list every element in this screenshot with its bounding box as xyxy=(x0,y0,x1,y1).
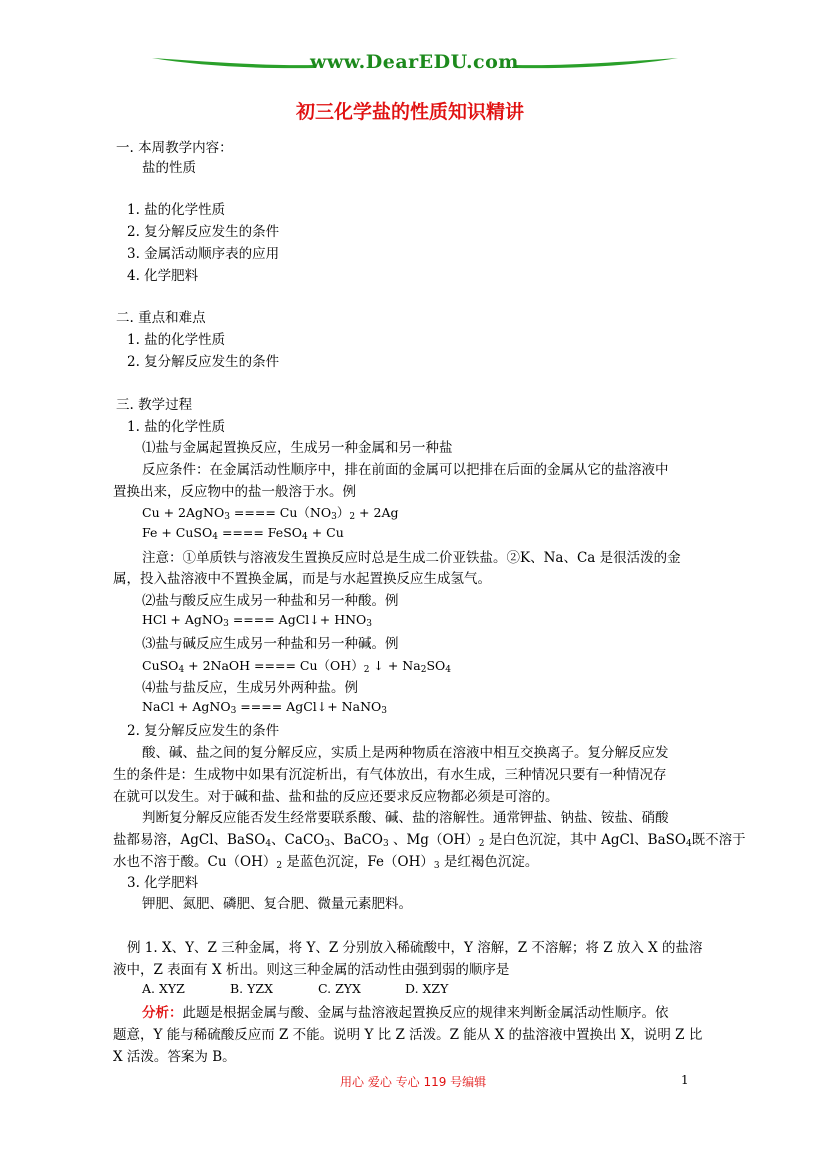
list-item: 3. 金属活动顺序表的应用 xyxy=(127,246,280,262)
paragraph: 生的条件是：生成物中如果有沉淀析出，有气体放出，有水生成，三种情况只要有一种情况存 xyxy=(113,767,667,783)
page-number: 1 xyxy=(681,1073,689,1087)
list-item: 4. 化学肥料 xyxy=(127,268,199,284)
paragraph: 酸、碱、盐之间的复分解反应，实质上是两种物质在溶液中相互交换离子。复分解反应发 xyxy=(142,745,669,761)
subsection-heading: 2. 复分解反应发生的条件 xyxy=(127,723,280,739)
paragraph: ⑶盐与碱反应生成另一种盐和另一种碱。例 xyxy=(142,636,399,652)
note: 注意：①单质铁与溶液发生置换反应时总是生成二价亚铁盐。②K、Na、Ca 是很活泼的金 xyxy=(142,550,681,566)
analysis-line: X 活泼。答案为 B。 xyxy=(113,1049,236,1065)
paragraph: 盐都易溶，AgCl、BaSO$_4$、CaCO$_3$、BaCO$_3$ 、$Mg(OH)_2$ 是白色沉淀，其中 AgCl、BaSO$_4$既不溶于 xyxy=(113,832,746,849)
paragraph: ⑴盐与金属起置换反应，生成另一种金属和另一种盐 xyxy=(142,440,453,456)
equation-nacl-agno3: NaCl + AgNO$_3$ ==== AgCl↓+ NaNO$_3$ xyxy=(142,699,387,716)
option-b: B. YZX xyxy=(230,981,273,996)
equation-cuso4-naoh: CuSO$_4$ + 2NaOH ==== $Cu(OH)_2$ ↓ + $Na_2SO_4$ xyxy=(142,658,451,675)
paragraph: ⑵盐与酸反应生成另一种盐和另一种酸。例 xyxy=(142,593,399,609)
option-a: A. XYZ xyxy=(142,981,185,996)
analysis-label: 分析： xyxy=(142,1005,183,1021)
subsection-heading: 1. 盐的化学性质 xyxy=(127,419,226,435)
paragraph: 钾肥、氮肥、磷肥、复合肥、微量元素肥料。 xyxy=(142,896,412,912)
paragraph: ⑷盐与盐反应，生成另外两种盐。例 xyxy=(142,680,358,696)
example-question: 液中，Z 表面有 X 析出。则这三种金属的活动性由强到弱的顺序是 xyxy=(113,962,510,978)
example-question: 例 1. X、Y、Z 三种金属，将 Y、Z 分别放入稀硫酸中，Y 溶解，Z 不溶解；将 Z 放入 X 的盐溶 xyxy=(127,940,703,956)
section-3-heading: 三. 教学过程 xyxy=(116,397,193,413)
note: 属，投入盐溶液中不置换金属，而是与水起置换反应生成氢气。 xyxy=(113,571,491,587)
page-title: 初三化学盐的性质知识精讲 xyxy=(296,101,525,123)
paragraph: 水也不溶于酸。$Cu(OH)_2$ 是蓝色沉淀，$Fe(OH)_3$ 是红褐色沉淀。 xyxy=(113,854,539,871)
list-item: 2. 复分解反应发生的条件 xyxy=(127,354,280,370)
section-2-heading: 二. 重点和难点 xyxy=(116,310,206,326)
paragraph: 置换出来，反应物中的盐一般溶于水。例 xyxy=(113,484,356,500)
list-item: 1. 盐的化学性质 xyxy=(127,332,226,348)
footer-text: 用心 爱心 专心 119 号编辑 xyxy=(340,1075,487,1089)
option-d: D. XZY xyxy=(405,981,449,996)
equation-cu-agno3: Cu + 2AgNO$_3$ ==== $Cu(NO_3)_2 + 2Ag$ xyxy=(142,505,399,522)
analysis-line: 题意，Y 能与稀硫酸反应而 Z 不能。说明 Y 比 Z 活泼。Z 能从 X 的盐溶液中置换出 X，说明 Z 比 xyxy=(113,1027,703,1043)
equation-hcl-agno3: HCl + AgNO$_3$ ==== AgCl↓+ $HNO_3$ xyxy=(142,612,373,629)
subsection-heading: 3. 化学肥料 xyxy=(127,875,199,891)
option-c: C. ZYX xyxy=(318,981,361,996)
section-1-topic: 盐的性质 xyxy=(142,160,196,176)
paragraph: 判断复分解反应能否发生经常要联系酸、碱、盐的溶解性。通常钾盐、钠盐、铵盐、硝酸 xyxy=(142,810,669,826)
brand-logo-text: www.DearEDU.com xyxy=(310,51,519,73)
section-1-heading: 一. 本周教学内容： xyxy=(116,140,233,156)
paragraph: 在就可以发生。对于碱和盐、盐和盐的反应还要求反应物都必须是可溶的。 xyxy=(113,789,559,805)
list-item: 1. 盐的化学性质 xyxy=(127,202,226,218)
equation-fe-cuso4: Fe + CuSO$_4$ ==== FeSO$_4$ + Cu xyxy=(142,525,344,542)
paragraph: 反应条件：在金属活动性顺序中，排在前面的金属可以把排在后面的金属从它的盐溶液中 xyxy=(142,462,669,478)
analysis-line: 分析：此题是根据金属与酸、金属与盐溶液起置换反应的规律来判断金属活动性顺序。依 xyxy=(142,1005,669,1021)
list-item: 2. 复分解反应发生的条件 xyxy=(127,224,280,240)
